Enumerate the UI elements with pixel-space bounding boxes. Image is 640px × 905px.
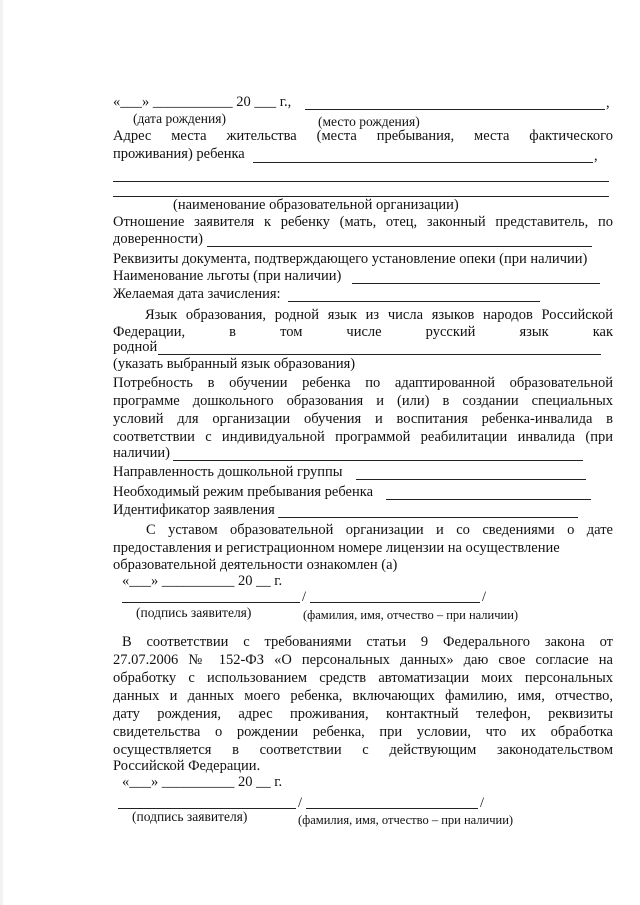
signature-caption-1: (подпись заявителя)	[136, 605, 252, 620]
birth-date-field[interactable]: «___» ___________ 20 ___ г.,	[113, 94, 292, 110]
charter-line1: С уставом образовательной организации и со сведениями о дате	[146, 522, 613, 538]
needs-label-line5: наличии)	[113, 445, 170, 461]
consent-line4: данных и данных моего ребенка, включающих фамилию, имя, отчество,	[113, 688, 613, 704]
language-label-line1: Язык образования, родной язык из числа языков народов Российской	[145, 307, 613, 323]
app-id-label: Идентификатор заявления	[113, 502, 275, 518]
benefit-line[interactable]	[352, 283, 600, 284]
needs-label-line3: условий для организации обучения и воспитания ребенка-инвалида в	[113, 411, 613, 427]
needs-label-line1: Потребность в обучении ребенка по адаптированной образовательной	[113, 375, 613, 391]
needs-line[interactable]	[173, 460, 583, 461]
language-line[interactable]	[158, 354, 601, 355]
address-comma: ,	[594, 148, 598, 164]
consent-line7: осуществляется в соответствии с действующим законодательством	[113, 742, 613, 758]
app-id-line[interactable]	[278, 517, 578, 518]
birth-row-comma: ,	[606, 95, 610, 111]
name-caption-1: (фамилия, имя, отчество – при наличии)	[303, 608, 519, 622]
consent-line2: 27.07.2006 № 152-ФЗ «О персональных данных» даю свое согласие на	[113, 652, 613, 668]
charter-date-field[interactable]: «___» __________ 20 __ г.	[122, 573, 283, 589]
address-line-2[interactable]	[113, 181, 609, 182]
address-line-1[interactable]	[253, 162, 593, 163]
benefit-label: Наименование льготы (при наличии)	[113, 268, 342, 284]
signature-line-1[interactable]	[122, 602, 300, 603]
consent-line6: свидетельства о рождении ребенка, при условии, что их обработка	[113, 724, 613, 740]
signature-slash-1: /	[302, 589, 307, 605]
needs-label-line4: соответствии с индивидуальной программой реабилитации инвалида (при	[113, 429, 613, 445]
name-caption-2: (фамилия, имя, отчество – при наличии)	[298, 813, 514, 827]
needs-label-line2: программе дошкольного образования и (или) в создании специальных	[113, 393, 613, 409]
consent-line1: В соответствии с требованиями статьи 9 Федерального закона от	[122, 634, 613, 650]
language-label-line3: родной	[113, 339, 158, 355]
enroll-date-label: Желаемая дата зачисления:	[113, 286, 281, 302]
birth-place-line[interactable]	[305, 109, 605, 110]
language-label-line2: Федерации, в том числе русский язык как	[113, 324, 613, 340]
name-slash-2: /	[480, 795, 485, 811]
relation-label-line2: доверенности)	[113, 231, 204, 247]
enroll-date-line[interactable]	[288, 301, 540, 302]
relation-label-line1: Отношение заявителя к ребенку (мать, отец, законный представитель, по	[113, 214, 613, 230]
signature-caption-2: (подпись заявителя)	[132, 809, 248, 824]
name-slash-1: /	[482, 589, 487, 605]
charter-line2: предоставления и регистрационном номере лицензии на осуществление	[113, 540, 560, 556]
name-line-2[interactable]	[306, 808, 478, 809]
address-label-line2: проживания) ребенка	[113, 146, 245, 162]
scan-edge	[0, 0, 3, 905]
guardianship-label: Реквизиты документа, подтверждающего установление опеки (при наличии)	[113, 251, 588, 267]
language-caption: (указать выбранный язык образования)	[113, 356, 356, 372]
org-caption: (наименование образовательной организации)	[173, 197, 459, 213]
group-focus-label: Направленность дошкольной группы	[113, 464, 343, 480]
birth-place-caption: (место рождения)	[318, 114, 420, 129]
group-focus-line[interactable]	[356, 479, 586, 480]
birth-date-caption: (дата рождения)	[133, 111, 226, 126]
relation-line[interactable]	[207, 246, 592, 247]
stay-mode-line[interactable]	[386, 499, 591, 500]
address-label-line1: Адрес места жительства (места пребывания, места фактического	[113, 128, 613, 144]
consent-line3: обработку с использованием средств автоматизации моих персональных	[113, 670, 613, 686]
charter-line3: образовательной деятельности ознакомлен (а)	[113, 557, 398, 573]
consent-line5: дату рождения, адрес проживания, контактный телефон, реквизиты	[113, 706, 613, 722]
consent-date-field[interactable]: «___» __________ 20 __ г.	[122, 774, 283, 790]
stay-mode-label: Необходимый режим пребывания ребенка	[113, 484, 374, 500]
consent-line8: Российской Федерации.	[113, 758, 261, 774]
signature-slash-2: /	[298, 795, 303, 811]
name-line-1[interactable]	[310, 602, 480, 603]
